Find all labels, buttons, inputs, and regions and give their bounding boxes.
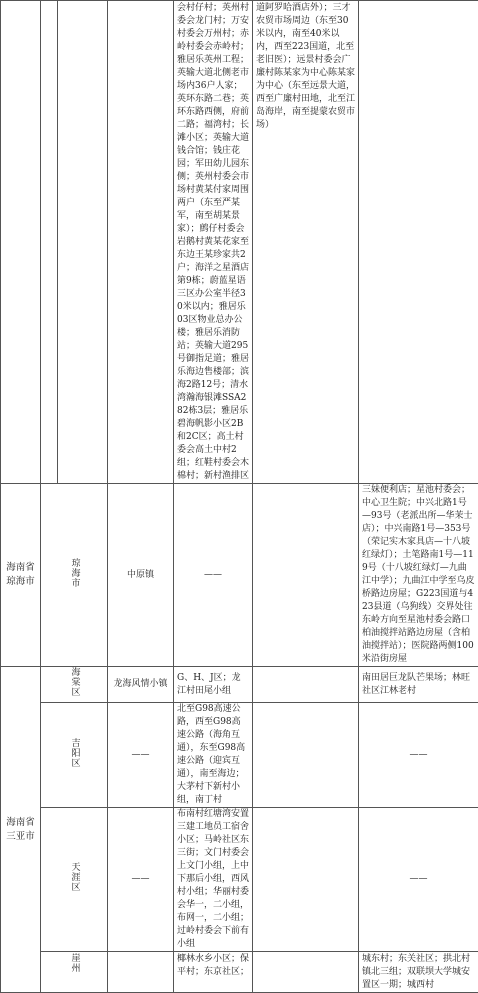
town-cell: 中原镇 — [108, 484, 174, 667]
table-row — [1, 952, 478, 993]
cell-empty — [1, 1, 41, 484]
district-label: 吉阳区 — [68, 738, 81, 768]
area-list-cell: 布南村红塘湾安置三建工地员工宿舍小区；马岭社区东三街；文门村委会上文门小组，上中下那后小组，西风村小组；华丽村委会华一，二小组，布网一，二小组；过岭村委会下前有小组 — [174, 808, 253, 952]
cell-empty — [253, 484, 359, 667]
table-row — [1, 667, 478, 703]
province-cell: 海南省琼海市 — [1, 484, 41, 667]
cell-empty — [359, 1, 478, 484]
district-cell — [41, 667, 108, 703]
cell-empty — [253, 808, 359, 952]
district-cell — [41, 484, 108, 667]
district-label: 崖州 — [68, 953, 81, 973]
dash-cell: —— — [108, 808, 174, 952]
area-list-cell: 椰林水乡小区；保平村；东京社区； — [174, 952, 253, 993]
dash-cell: —— — [108, 703, 174, 808]
area-list-cell: 南田居巨龙队芒果场；林旺社区江林老村 — [359, 667, 478, 703]
area-list-cell: 会村仔村；英州村委会龙门村；万安村委会万州村；赤岭村委会赤岭村；雅居乐英州工程；英输大道北侧老市场内36户人家；英环东路二巷；英环东路西侧，府前二路；福湾村；长滩小区；英输大道钱合馆；钱庄花园；军田幼儿园东侧；英州村委会市场村黄某付家周围两户（东至严某军，南至胡某景家）；鹧仔村委会岩鹅村黄某花家至东边王某珍家共2户；海洋之星酒店第9栋；蔚蓝星语三区办公室半径30米以内；雅居乐03区物业总办公楼；雅居乐消防站；英输大道295号御指足道；雅居乐海边售楼部；滨海2路12号；清水湾瀚海银滩SSA282栋3层；雅居乐碧海帆影小区2B和2C区；高土村委会高土中村2组；红鞋村委会木棉村；新村渔排区 — [174, 1, 253, 484]
cell-empty — [108, 952, 174, 993]
cell-empty — [108, 1, 174, 484]
area-list-cell: 三妹便利店；星池村委会；中心卫生院；中兴北路1号—93号（老派出所—华茉士店）；中兴南路1号—353号（荣记实木家具店—十八坡红绿灯）；土笔路南1号—119号（十八坡红绿灯—九曲江中学）；九曲江中学至乌皮桥路边房屋；G223国道与423县道（乌狗线）交界处往东岭方向至星池村委会路口柏油搅拌站路边房屋（含柏油搅拌站）；医院路两侧100米沿街房屋 — [359, 484, 478, 667]
district-cell — [41, 703, 108, 808]
area-list-cell: G、H、J区；龙江村田尾小组 — [174, 667, 253, 703]
cell-empty — [58, 1, 108, 484]
dash-cell: —— — [174, 484, 253, 667]
cell-empty — [41, 1, 58, 484]
area-list-cell: 北至G98高速公路，西至G98高速公路（海角互通），东至G98高速公路（迎宾互通），南至海边；大茅村下新村小组，南丁村 — [174, 703, 253, 808]
district-label: 海棠区 — [68, 667, 81, 697]
cell-empty — [253, 667, 359, 703]
province-cell: 海南省三亚市 — [1, 667, 41, 993]
table-row — [1, 808, 478, 952]
district-label: 天涯区 — [68, 862, 81, 892]
table-row — [1, 703, 478, 808]
dash-cell: —— — [359, 808, 478, 952]
dash-cell: —— — [359, 703, 478, 808]
table-row — [1, 1, 478, 484]
district-label: 琼海市 — [68, 558, 81, 588]
district-cell — [41, 952, 108, 993]
area-list-cell: 道阿罗哈酒店外）；三才农贸市场周边（东至30米以内，南至40米以内，西至223国道，北至老旧医）；远景村委会广廉村陈某家为中心陈某家为中心（东至远景大道，西至广廉村田地，北至江岛海岸，南至提蒙农贸市场） — [253, 1, 359, 484]
cell-empty — [253, 952, 359, 993]
area-list-cell: 城东村；东关社区；拱北村镇北三组；双联坝大学城安置区一期；城西村 — [359, 952, 478, 993]
district-cell — [41, 808, 108, 952]
table-row — [1, 484, 478, 667]
town-cell: 龙海风情小镇 — [108, 667, 174, 703]
cell-empty — [253, 703, 359, 808]
